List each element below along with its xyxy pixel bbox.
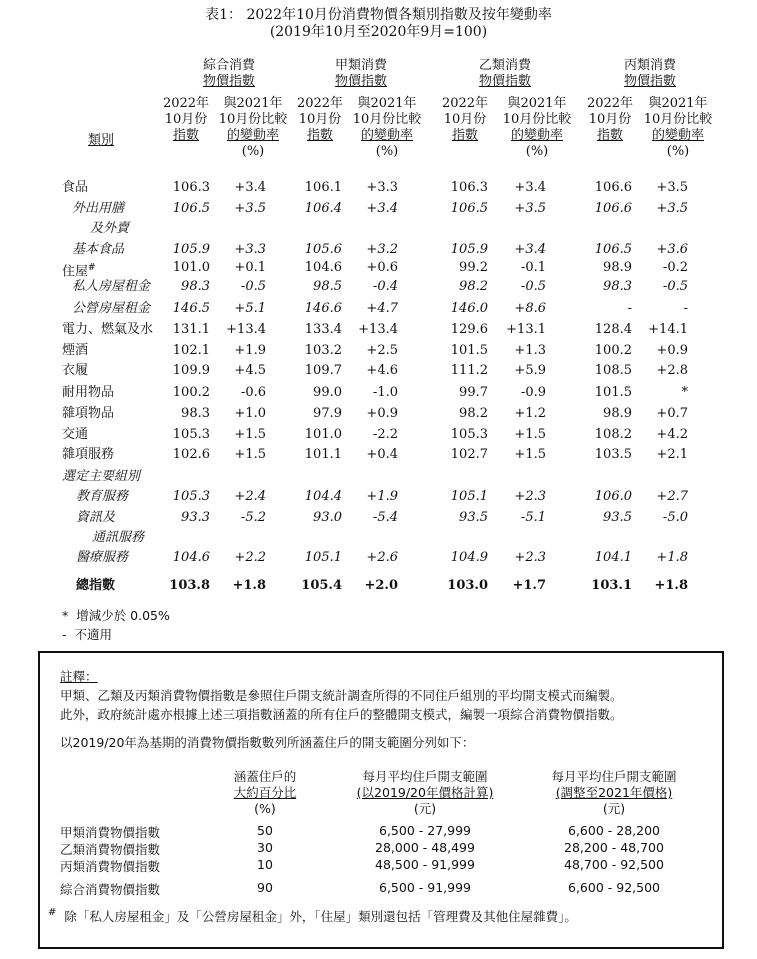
notes-row-pct: 10 (257, 857, 273, 872)
change-value: +2.2 (234, 550, 266, 565)
row-label: 雜項服務 (62, 447, 115, 462)
change-value: +5.1 (234, 301, 266, 316)
index-value: 146.6 (304, 301, 342, 316)
change-value: +0.4 (366, 447, 398, 462)
change-value: +0.9 (366, 406, 398, 421)
index-value: 103.8 (169, 578, 210, 593)
index-value: 103.1 (591, 578, 632, 593)
change-value: +2.8 (656, 363, 688, 378)
notes-row-range-2019: 28,000 - 48,499 (375, 840, 475, 855)
index-value: 98.3 (181, 406, 210, 421)
notes-row-name: 乙類消費物價指數 (60, 842, 161, 857)
notes-col-range-2021-header: 每月平均住戶開支範圍 (調整至2021年價格) (元) (551, 769, 677, 816)
row-label: 住屋# (62, 263, 96, 280)
change-value: -0.1 (520, 260, 546, 275)
table-row (0, 508, 757, 545)
index-value: 104.9 (450, 550, 488, 565)
change-value: +0.7 (656, 406, 688, 421)
table-row (0, 277, 757, 297)
category-header: 類別 (88, 133, 115, 148)
index-value: 97.9 (313, 406, 342, 421)
index-value: 102.1 (172, 343, 210, 358)
index-value: 98.3 (603, 279, 632, 294)
change-value: -0.6 (240, 385, 266, 400)
table-row (0, 320, 757, 340)
index-value: 101.5 (450, 343, 488, 358)
index-value: 105.1 (304, 550, 342, 565)
index-value: 105.6 (304, 242, 342, 257)
index-value: 103.2 (304, 343, 342, 358)
change-value: +1.9 (366, 489, 398, 504)
change-column-header: 與2021年 10月份比較 的變動率 (%) (352, 96, 422, 159)
index-value: 104.4 (304, 489, 342, 504)
footnote-asterisk: * 增減少於 0.05% (62, 608, 170, 623)
change-value: +1.8 (232, 578, 266, 593)
index-value: 93.0 (313, 510, 342, 525)
change-value: -5.4 (372, 510, 398, 525)
index-value: 99.2 (459, 260, 488, 275)
notes-paragraph-2: 此外，政府統計處亦根據上述三項指數涵蓋的所有住戶的整體開支模式，編製一項綜合消費物價指數。 (60, 707, 623, 722)
change-value: +0.9 (656, 343, 688, 358)
index-value: 98.9 (603, 260, 632, 275)
index-value: 98.5 (313, 279, 342, 294)
change-value: - (683, 301, 688, 316)
change-value: +13.4 (226, 322, 266, 337)
index-value: 128.4 (594, 322, 632, 337)
group-header-1: 甲類消費 物價指數 (334, 58, 387, 89)
notes-heading: 註釋： (60, 669, 98, 684)
index-column-header: 2022年 10月份 指數 (586, 96, 634, 143)
change-value: -0.5 (662, 279, 688, 294)
row-label: 公營房屋租金 (72, 301, 151, 316)
notes-row-range-2021: 48,700 - 92,500 (564, 857, 664, 872)
index-value: 100.2 (594, 343, 632, 358)
index-value: 105.9 (450, 242, 488, 257)
change-value: +2.3 (514, 489, 546, 504)
change-value: -5.0 (662, 510, 688, 525)
notes-col-range-2019-header: 每月平均住戶開支範圍 (以2019/20年價格計算) (元) (356, 769, 494, 816)
index-value: 131.1 (172, 322, 210, 337)
notes-row-range-2019: 6,500 - 91,999 (379, 880, 471, 895)
change-value: +2.6 (366, 550, 398, 565)
table-title: 表1： 2022年10月份消費物價各類別指數及按年變動率 (205, 7, 552, 23)
notes-row-range-2021: 28,200 - 48,700 (564, 840, 664, 855)
index-value: 106.5 (594, 242, 632, 257)
row-label: 基本食品 (72, 242, 125, 257)
index-value: 129.6 (450, 322, 488, 337)
index-value: 104.6 (172, 550, 210, 565)
index-value: 105.3 (172, 489, 210, 504)
row-label: 耐用物品 (62, 385, 115, 400)
change-value: -2.2 (372, 427, 398, 442)
change-value: +14.1 (648, 322, 688, 337)
index-value: 106.0 (594, 489, 632, 504)
index-value: 106.5 (172, 201, 210, 216)
index-value: 106.4 (304, 201, 342, 216)
change-value: -5.2 (240, 510, 266, 525)
change-value: +1.3 (514, 343, 546, 358)
change-value: +2.7 (656, 489, 688, 504)
index-value: 98.3 (181, 279, 210, 294)
index-value: 108.2 (594, 427, 632, 442)
change-value: -0.5 (520, 279, 546, 294)
change-value: +3.4 (514, 180, 546, 195)
notes-row-pct: 30 (257, 840, 273, 855)
change-value: +2.5 (366, 343, 398, 358)
index-value: 100.2 (172, 385, 210, 400)
table-row (0, 467, 757, 487)
change-value: +13.4 (358, 322, 398, 337)
row-label: 外出用膳 (72, 201, 125, 216)
index-value: 99.0 (313, 385, 342, 400)
table-row (0, 576, 757, 596)
index-value: 106.3 (450, 180, 488, 195)
index-value: 106.3 (172, 180, 210, 195)
notes-footnote: # 除「私人房屋租金」及「公營房屋租金」外，「住屋」類別還包括「管理費及其他住屋雜費」。 (48, 907, 577, 924)
notes-row-pct: 50 (257, 823, 273, 838)
index-value: 106.6 (594, 201, 632, 216)
change-value: +3.3 (366, 180, 398, 195)
change-value: -5.1 (520, 510, 546, 525)
change-value: -0.4 (372, 279, 398, 294)
index-value: 104.6 (304, 260, 342, 275)
index-value: 93.5 (603, 510, 632, 525)
index-value: 133.4 (304, 322, 342, 337)
index-value: 105.3 (172, 427, 210, 442)
table-row (0, 383, 757, 403)
change-value: +1.2 (514, 406, 546, 421)
row-label: 交通 (62, 427, 89, 442)
notes-row-range-2021: 6,600 - 92,500 (568, 880, 660, 895)
group-header-3: 丙類消費 物價指數 (623, 58, 676, 89)
notes-paragraph-1: 甲類、乙類及丙類消費物價指數是參照住戶開支統計調查所得的不同住戶組別的平均開支模式而編製。 (60, 688, 623, 703)
index-value: 98.2 (459, 406, 488, 421)
index-value: 101.0 (172, 260, 210, 275)
change-value: -1.0 (372, 385, 398, 400)
change-value: +1.7 (512, 578, 546, 593)
change-value: +3.3 (234, 242, 266, 257)
row-label: 食品 (62, 180, 89, 195)
change-value: +1.9 (234, 343, 266, 358)
change-column-header: 與2021年 10月份比較 的變動率 (%) (218, 96, 288, 159)
change-value: +4.2 (656, 427, 688, 442)
change-value: -0.9 (520, 385, 546, 400)
index-value: 102.6 (172, 447, 210, 462)
row-label: 選定主要組別 (62, 469, 141, 484)
index-value: 105.4 (301, 578, 342, 593)
table-row (0, 487, 757, 507)
change-value: +4.7 (366, 301, 398, 316)
change-value: +1.8 (654, 578, 688, 593)
table-row (0, 258, 757, 278)
table-row (0, 240, 757, 260)
notes-row-range-2019: 48,500 - 91,999 (375, 857, 475, 872)
change-value: +8.6 (514, 301, 546, 316)
index-value: 101.1 (304, 447, 342, 462)
notes-paragraph-3: 以2019/20年為基期的消費物價指數數列所涵蓋住戶的開支範圍分列如下： (60, 735, 475, 750)
index-value: 146.0 (450, 301, 488, 316)
table-row (0, 178, 757, 198)
change-value: +1.5 (514, 427, 546, 442)
index-value: 106.6 (594, 180, 632, 195)
index-value: 98.9 (603, 406, 632, 421)
change-value: +2.0 (364, 578, 398, 593)
index-value: 105.1 (450, 489, 488, 504)
index-value: 93.5 (459, 510, 488, 525)
index-value: - (627, 301, 632, 316)
index-value: 146.5 (172, 301, 210, 316)
group-header-2: 乙類消費 物價指數 (478, 58, 531, 89)
change-value: +2.1 (656, 447, 688, 462)
row-label-continued: 及外賣 (90, 221, 130, 236)
row-label: 醫療服務 (76, 550, 129, 565)
change-value: +3.4 (234, 180, 266, 195)
change-value: +0.6 (366, 260, 398, 275)
index-value: 109.7 (304, 363, 342, 378)
change-value: +1.8 (656, 550, 688, 565)
table-row (0, 361, 757, 381)
change-value: * (681, 385, 688, 400)
group-header-0: 綜合消費 物價指數 (202, 58, 255, 89)
row-label: 煙酒 (62, 343, 89, 358)
change-value: +2.4 (234, 489, 266, 504)
index-value: 111.2 (450, 363, 488, 378)
table-row (0, 404, 757, 424)
change-value: +3.4 (366, 201, 398, 216)
index-value: 99.7 (459, 385, 488, 400)
index-value: 104.1 (594, 550, 632, 565)
change-value: -0.5 (240, 279, 266, 294)
change-value: +3.4 (514, 242, 546, 257)
change-value: +3.5 (234, 201, 266, 216)
table-subtitle: (2019年10月至2020年9月=100) (269, 24, 488, 40)
table-row (0, 199, 757, 236)
index-value: 102.7 (450, 447, 488, 462)
index-column-header: 2022年 10月份 指數 (296, 96, 344, 143)
footnote-dash: - 不適用 (62, 627, 112, 642)
change-value: +4.6 (366, 363, 398, 378)
notes-table-row (40, 823, 720, 840)
notes-table-row (40, 840, 720, 857)
notes-row-range-2021: 6,600 - 28,200 (568, 823, 660, 838)
index-value: 106.1 (304, 180, 342, 195)
change-value: +1.0 (234, 406, 266, 421)
notes-col-pct-header: 涵蓋住戶的 大約百分比 (%) (233, 769, 297, 816)
index-value: 103.5 (594, 447, 632, 462)
index-value: 105.3 (450, 427, 488, 442)
index-value: 109.9 (172, 363, 210, 378)
row-label: 資訊及 (76, 510, 116, 525)
notes-table-row (40, 880, 720, 897)
index-value: 106.5 (450, 201, 488, 216)
notes-row-pct: 90 (257, 880, 273, 895)
change-value: +3.5 (656, 201, 688, 216)
row-label: 教育服務 (76, 489, 129, 504)
table-row (0, 299, 757, 319)
index-value: 98.2 (459, 279, 488, 294)
change-value: +0.1 (234, 260, 266, 275)
index-value: 93.3 (181, 510, 210, 525)
index-value: 101.0 (304, 427, 342, 442)
notes-row-range-2019: 6,500 - 27,999 (379, 823, 471, 838)
change-value: +13.1 (506, 322, 546, 337)
notes-row-name: 甲類消費物價指數 (60, 825, 161, 840)
notes-row-name: 綜合消費物價指數 (60, 882, 161, 897)
change-column-header: 與2021年 10月份比較 的變動率 (%) (643, 96, 713, 159)
row-label: 雜項物品 (62, 406, 115, 421)
index-value: 105.9 (172, 242, 210, 257)
table-row (0, 548, 757, 568)
change-value: +3.2 (366, 242, 398, 257)
index-value: 108.5 (594, 363, 632, 378)
index-value: 103.0 (447, 578, 488, 593)
change-value: +1.5 (514, 447, 546, 462)
row-label: 衣履 (62, 363, 89, 378)
table-row (0, 445, 757, 465)
change-value: -0.2 (662, 260, 688, 275)
change-value: +5.9 (514, 363, 546, 378)
notes-table-row (40, 857, 720, 874)
change-value: +4.5 (234, 363, 266, 378)
change-value: +3.6 (656, 242, 688, 257)
change-value: +2.3 (514, 550, 546, 565)
notes-box (38, 651, 724, 949)
index-column-header: 2022年 10月份 指數 (441, 96, 489, 143)
table-row (0, 425, 757, 445)
change-column-header: 與2021年 10月份比較 的變動率 (%) (502, 96, 572, 159)
row-label: 私人房屋租金 (72, 279, 151, 294)
change-value: +1.5 (234, 447, 266, 462)
index-column-header: 2022年 10月份 指數 (162, 96, 210, 143)
row-label: 電力、燃氣及水 (62, 322, 154, 337)
table-row (0, 341, 757, 361)
row-label: 總指數 (76, 578, 116, 593)
change-value: +1.5 (234, 427, 266, 442)
row-label-continued: 通訊服務 (92, 530, 145, 545)
change-value: +3.5 (656, 180, 688, 195)
change-value: +3.5 (514, 201, 546, 216)
index-value: 101.5 (594, 385, 632, 400)
notes-row-name: 丙類消費物價指數 (60, 859, 161, 874)
